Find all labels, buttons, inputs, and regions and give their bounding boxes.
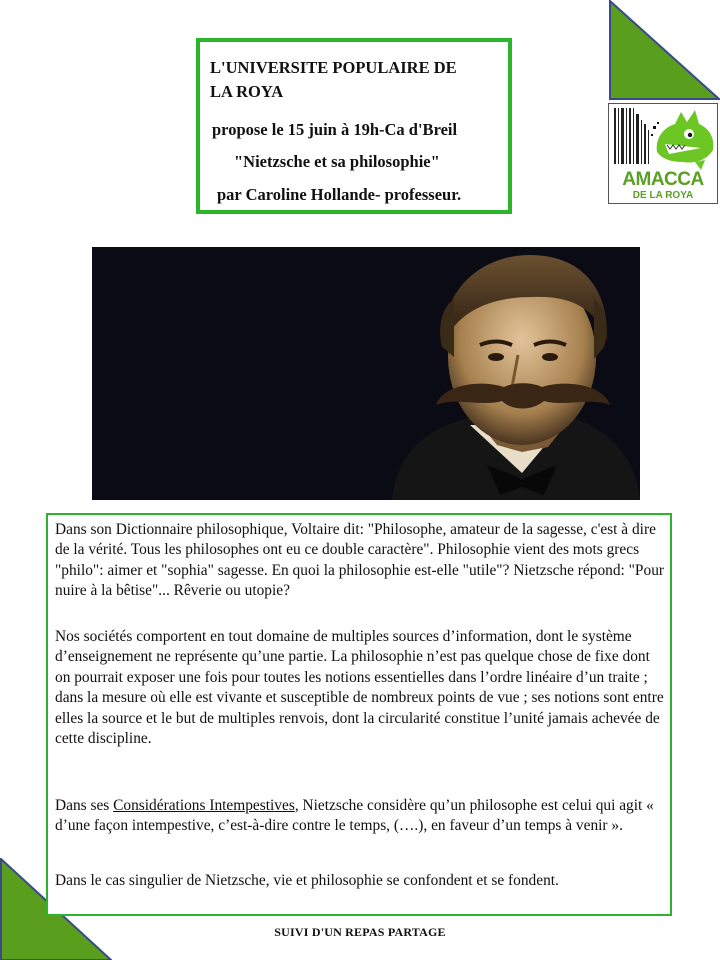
paragraph-4-text: Dans le cas singulier de Nietzsche, vie et philosophie se confondent et se fondent.	[55, 872, 559, 889]
footer-shared-meal: SUIVI D'UN REPAS PARTAGE	[274, 925, 446, 939]
header-line-1: L'UNIVERSITE POPULAIRE DE	[210, 58, 457, 77]
paragraph-3-before: Dans ses	[55, 797, 114, 814]
book-title-considerations: Considérations Intempestives	[113, 797, 295, 814]
description-text-box	[46, 513, 672, 916]
paragraph-voltaire	[55, 520, 667, 602]
event-header-box	[196, 38, 512, 214]
corner-triangle-top-right	[609, 0, 720, 100]
paragraph-2-text: Nos sociétés comportent en tout domaine de multiples sources d’information, dont le système d’enseignement ne représente qu’une partie. La philosophie n’est pas quelque chose de fixe dont on pourrait exposer une fois pour toutes les notions essentielles dans l’ordre linéaire d’un traite ; dans la mesure où elle est vivante et susceptible de nombreux points de vue ; ses notions sont entre elles la source et le but de multiples renvois, dont la circularité constitue l’unité jamais achevée de cette discipline.	[55, 628, 664, 748]
header-line-5: par Caroline Hollande- professeur.	[217, 185, 462, 204]
logo-subtitle: DE LA ROYA	[632, 190, 694, 201]
header-line-3: propose le 15 juin à 19h-Ca d'Breil	[212, 120, 458, 139]
paragraph-1-text: Dans son Dictionnaire philosophique, Voltaire dit: "Philosophe, amateur de la sagesse, c'est à dire de la vérité. Tous les philosophes ont eu ce double caractère". Philosophie vient des mots grecs "philo": aimer et "sophia" sagesse. En quoi la philosophie est-elle "utile"? Nietzsche répond: "Pour nuire à la bêtise"... Rêverie ou utopie?	[55, 521, 665, 600]
amacca-logo	[608, 103, 718, 204]
barcode-monster-icon	[609, 104, 718, 174]
header-line-4: "Nietzsche et sa philosophie"	[234, 152, 440, 171]
paragraph-considerations	[55, 796, 667, 837]
paragraph-conclusion	[55, 871, 667, 891]
paragraph-society	[55, 627, 667, 749]
paragraph-3-after: , Nietzsche considère qu’un philosophe est celui qui agit « d’une façon intempestive, c’est-à-dire contre le temps, (….), en faveur d’un temps à venir ».	[55, 797, 654, 835]
header-line-2: LA ROYA	[210, 82, 284, 101]
nietzsche-portrait-image	[92, 247, 640, 500]
logo-title: AMACCA	[622, 169, 704, 190]
